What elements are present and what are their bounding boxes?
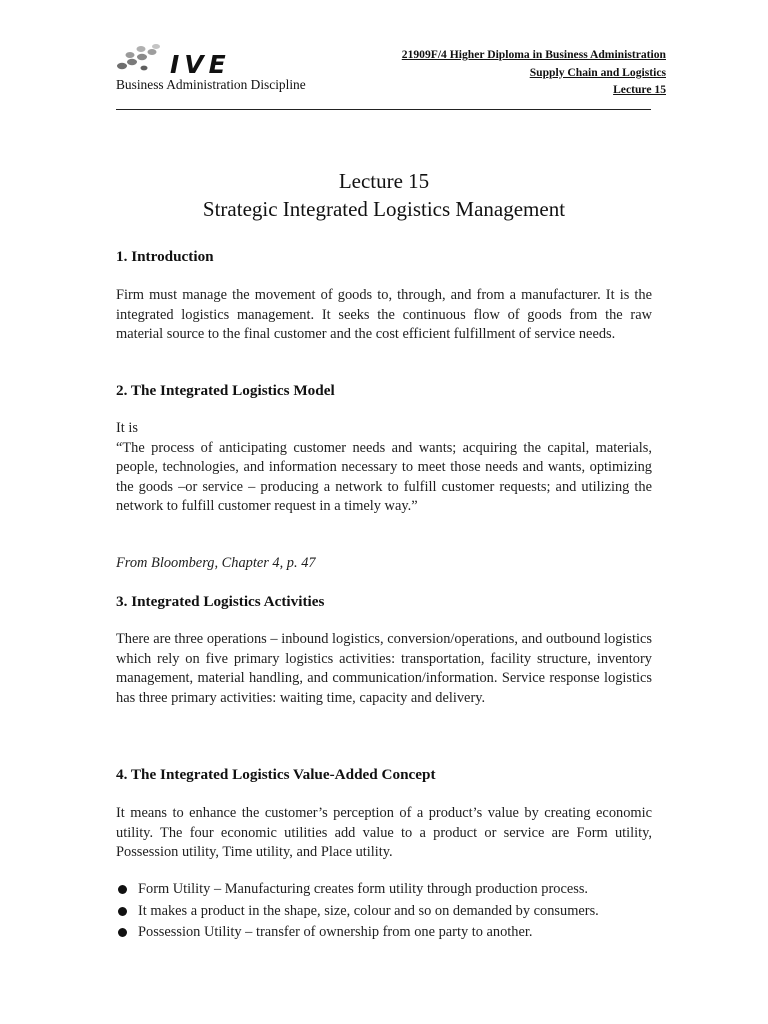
bullet-icon bbox=[118, 885, 127, 894]
bullet-icon bbox=[118, 928, 127, 937]
section-logistics-activities bbox=[116, 593, 652, 611]
section-heading: 4. The Integrated Logistics Value-Added Concept bbox=[116, 766, 436, 783]
subject-line: Supply Chain and Logistics bbox=[529, 65, 666, 79]
section-introduction-body bbox=[116, 286, 652, 345]
list-item bbox=[116, 923, 652, 943]
section-paragraph: There are three operations – inbound logistics, conversion/operations, and outbound logistics which rely on five primary logistics activities: transportation, facility structure, inventory management, material handling, and communication/information. Service response logistics has three primary activities: waiting time, capacity and delivery. bbox=[116, 631, 652, 706]
list-item-text: Possession Utility – transfer of ownership from one party to another. bbox=[138, 924, 533, 940]
discipline-label: Business Administration Discipline bbox=[116, 77, 306, 92]
section-model-body bbox=[116, 419, 652, 517]
title-block bbox=[116, 167, 652, 223]
source-citation: From Bloomberg, Chapter 4, p. 47 bbox=[116, 555, 316, 571]
bullet-icon bbox=[118, 907, 127, 916]
section-paragraph: It means to enhance the customer’s perception of a product’s value by creating economic utility. The four economic utilities add value to a product or service are Form utility, Possession utility, Time utility, and Place utility. bbox=[116, 805, 652, 860]
section-introduction bbox=[116, 248, 652, 266]
list-item bbox=[116, 880, 652, 900]
lecture-number-title: Lecture 15 bbox=[338, 169, 430, 193]
section-value-added-concept bbox=[116, 766, 652, 784]
section-heading: 3. Integrated Logistics Activities bbox=[116, 593, 325, 610]
section-source bbox=[116, 554, 652, 572]
list-item-text: It makes a product in the shape, size, colour and so on demanded by consumers. bbox=[138, 902, 599, 919]
section-paragraph: Firm must manage the movement of goods to, through, and from a manufacturer. It is the integrated logistics management. It seeks the continuous flow of goods from the raw material source to the final customer and the cost efficient fulfillment of service needs. bbox=[116, 287, 652, 342]
lecture-line: Lecture 15 bbox=[613, 83, 666, 96]
course-code-line: 21909F/4 Higher Diploma in Business Administration bbox=[401, 48, 666, 61]
lecture-main-title: Strategic Integrated Logistics Management bbox=[202, 197, 566, 221]
section-quote: “The process of anticipating customer needs and wants; acquiring the capital, materials, people, technologies, and information necessary to meet those needs and wants, optimizing the goods –or service – producing a network to fulfill customer requests; and utilizing the network to fulfill customer request in a timely way.” bbox=[116, 439, 652, 514]
section-intro-text: It is bbox=[116, 420, 138, 436]
ive-logo bbox=[116, 44, 256, 80]
page-header bbox=[116, 44, 666, 94]
logo-text: IVE bbox=[170, 50, 231, 79]
utility-bullet-list bbox=[116, 880, 652, 943]
course-info bbox=[402, 46, 666, 99]
section-heading: 2. The Integrated Logistics Model bbox=[116, 382, 335, 399]
list-item-text: Form Utility – Manufacturing creates form utility through production process. bbox=[138, 881, 589, 897]
section-integrated-logistics-model bbox=[116, 382, 652, 400]
logo-dots-icon bbox=[116, 44, 172, 74]
section-activities-body bbox=[116, 630, 652, 708]
section-heading: 1. Introduction bbox=[116, 248, 214, 265]
header-divider bbox=[116, 109, 651, 110]
section-value-added-body bbox=[116, 804, 652, 863]
list-item bbox=[116, 902, 652, 922]
